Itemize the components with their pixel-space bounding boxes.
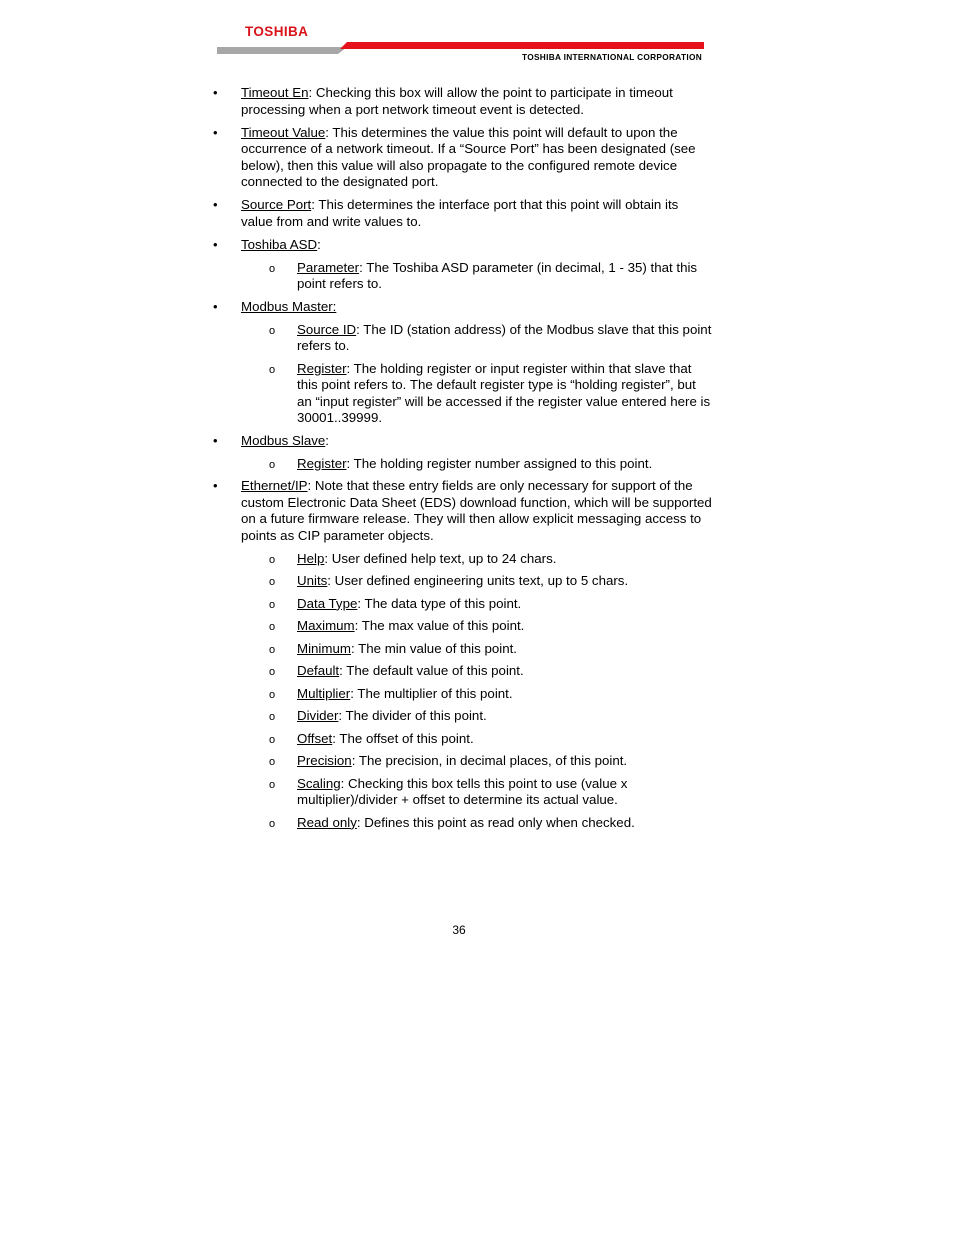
sub-bullet: o (269, 666, 276, 678)
bullet-dot: • (213, 124, 218, 140)
bullet-dot: • (213, 478, 218, 493)
bullet-item-modbus-slave (213, 433, 713, 450)
modbus-slave-sublist (213, 456, 713, 473)
sub-term: Units (297, 573, 328, 588)
sub-term: Parameter (297, 259, 360, 275)
header-band-gray (217, 47, 347, 54)
toshiba-asd-sublist (213, 260, 713, 293)
sub-bullet: o (269, 733, 276, 746)
bullet-item-toshiba-asd (213, 237, 713, 254)
bullet-item-source-port (213, 197, 713, 230)
sub-item-minimum (213, 641, 713, 658)
sub-text: : The holding register or input register within that slave that this point refers to. The default register type is “holding register”, but an “input register” will be accessed if the register value entered here is 30001..39999. (297, 360, 711, 425)
bullet-item-modbus-master (213, 299, 713, 316)
sub-term: Data Type (297, 595, 358, 611)
sub-term: Default (297, 663, 340, 678)
item-term: Modbus Master: (241, 298, 337, 314)
sub-term: Precision (297, 753, 352, 768)
sub-text: : Defines this point as read only when checked. (356, 814, 635, 830)
item-term: Modbus Slave (241, 432, 326, 448)
sub-text: : The default value of this point. (339, 663, 524, 678)
sub-item-scaling (213, 776, 713, 809)
item-text: : Checking this box will allow the point to participate in timeout processing when a port network timeout event is detected. (241, 85, 673, 117)
header-band-red (340, 42, 704, 49)
ethernet-ip-sublist (213, 551, 713, 832)
bullet-dot: • (213, 236, 218, 252)
bullet-item-timeout-value (213, 125, 713, 191)
sub-item-parameter (213, 260, 713, 293)
sub-bullet: o (269, 598, 276, 611)
sub-text: : User defined engineering units text, up to 5 chars. (327, 573, 629, 588)
sub-term: Multiplier (297, 685, 351, 701)
sub-bullet: o (269, 458, 276, 471)
sub-bullet: o (269, 688, 276, 701)
sub-text: : The holding register number assigned to this point. (346, 455, 653, 471)
page-content (213, 85, 713, 837)
sub-term: Maximum (297, 618, 355, 633)
page-number: 36 (452, 923, 466, 937)
sub-bullet: o (269, 553, 276, 566)
sub-term: Register (297, 360, 347, 376)
sub-item-multiplier (213, 686, 713, 703)
sub-item-source-id (213, 322, 713, 355)
page-header (217, 24, 704, 64)
sub-item-maximum (213, 618, 713, 635)
sub-item-register (213, 361, 713, 427)
sub-bullet: o (269, 621, 276, 633)
bullet-item-timeout-en (213, 85, 713, 118)
item-text: : This determines the value this point will default to upon the occurrence of a network timeout. If a “Source Port” has been designated (see below), then this value will also propagate to the configured remote device connected to the designated port. (241, 124, 696, 189)
modbus-master-sublist (213, 322, 713, 427)
sub-item-precision (213, 753, 713, 770)
item-text: : (325, 432, 329, 448)
sub-text: : The min value of this point. (350, 640, 517, 656)
toshiba-logo: TOSHIBA (245, 24, 309, 39)
sub-text: : The Toshiba ASD parameter (in decimal, 1 - 35) that this point refers to. (297, 259, 698, 291)
sub-term: Offset (297, 730, 333, 746)
sub-bullet: o (269, 817, 276, 830)
sub-term: Scaling (297, 775, 341, 791)
sub-text: : Checking this box tells this point to use (value x multiplier)/divider + offset to determine its actual value. (297, 775, 628, 807)
bullet-dot: • (213, 85, 218, 100)
sub-text: : The precision, in decimal places, of this point. (351, 753, 628, 768)
sub-bullet: o (269, 576, 276, 588)
corporation-name: TOSHIBA INTERNATIONAL CORPORATION (522, 52, 702, 62)
item-term: Timeout En (241, 85, 309, 100)
sub-term: Help (297, 550, 325, 566)
sub-term: Source ID (297, 321, 357, 337)
sub-item-offset (213, 731, 713, 748)
sub-item-read-only (213, 815, 713, 832)
sub-item-data-type (213, 596, 713, 613)
sub-text: : The divider of this point. (338, 708, 487, 723)
sub-bullet: o (269, 324, 276, 337)
sub-item-units (213, 573, 713, 590)
sub-item-default (213, 663, 713, 680)
item-term: Toshiba ASD (241, 236, 318, 252)
item-term: Source Port (241, 197, 312, 212)
item-text: : Note that these entry fields are only necessary for support of the custom Electronic Data Sheet (EDS) download function, which will be supported on a future firmware release. They will then allow explicit messaging access to points as CIP parameter objects. (241, 478, 712, 543)
sub-term: Minimum (297, 640, 351, 656)
bullet-item-ethernet-ip (213, 478, 713, 544)
sub-bullet: o (269, 778, 276, 791)
sub-bullet: o (269, 711, 276, 723)
bullet-dot: • (213, 197, 218, 212)
bullet-dot: • (213, 432, 218, 448)
sub-text: : The offset of this point. (332, 730, 474, 746)
sub-item-divider (213, 708, 713, 725)
sub-bullet: o (269, 363, 276, 376)
item-text: : This determines the interface port that this point will obtain its value from and write values to. (241, 197, 679, 229)
sub-bullet: o (269, 643, 276, 656)
sub-item-help (213, 551, 713, 568)
sub-text: : The multiplier of this point. (350, 685, 513, 701)
item-text: : (317, 236, 321, 252)
sub-text: : The ID (station address) of the Modbus slave that this point refers to. (297, 321, 712, 353)
item-term: Timeout Value (241, 124, 326, 140)
sub-bullet: o (269, 756, 276, 768)
sub-term: Read only (297, 814, 357, 830)
sub-text: : The data type of this point. (357, 595, 522, 611)
sub-term: Divider (297, 708, 339, 723)
sub-term: Register (297, 455, 347, 471)
sub-item-register (213, 456, 713, 473)
sub-text: : User defined help text, up to 24 chars. (324, 550, 557, 566)
sub-text: : The max value of this point. (354, 618, 525, 633)
sub-bullet: o (269, 262, 276, 275)
bullet-dot: • (213, 298, 218, 314)
item-term: Ethernet/IP (241, 478, 308, 493)
